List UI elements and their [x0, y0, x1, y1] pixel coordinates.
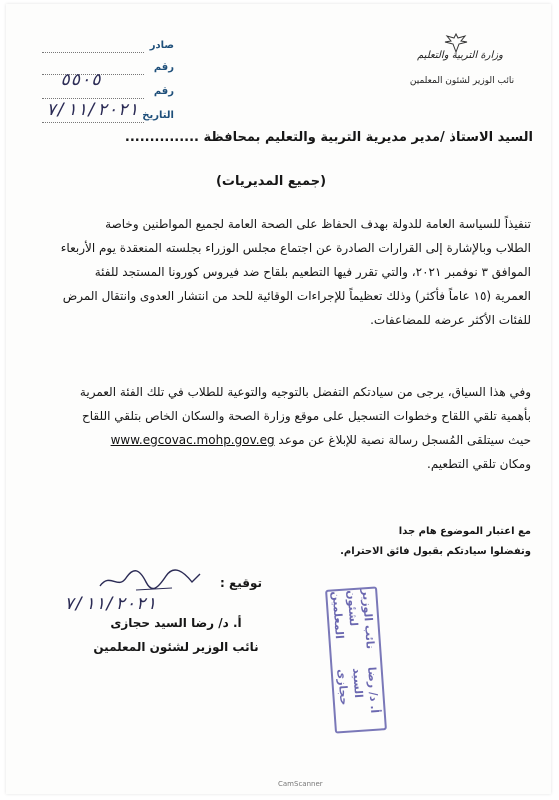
stamp-line: أ. د/ رضا السيد حجازى — [335, 666, 382, 714]
ref-number-handwritten: ٥٥٠٥ — [60, 70, 101, 90]
reference-box — [40, 30, 178, 126]
body-paragraph-1 — [26, 212, 531, 332]
all-directorates-label: (جميع المديريات) — [215, 174, 327, 189]
body-paragraph-2 — [26, 380, 531, 476]
paragraph-2-line — [26, 428, 531, 452]
scanner-footer: CamScanner — [278, 780, 323, 788]
paragraph-1-line: الموافق ٣ نوفمبر ٢٠٢١، والتي تقرر فيها التطعيم بلقاح ضد فيروس كورونا المستجد للفئة — [94, 265, 531, 279]
ref-label-number-2: رقم — [153, 86, 174, 97]
paragraph-2-line-text: حيث سيتلقى المُسجل رسالة نصية للإبلاغ عن موعد — [278, 433, 531, 447]
signature-label: توقيع : — [220, 576, 262, 590]
signatory-name: أ. د/ رضا السيد حجازى — [110, 616, 242, 630]
website-link[interactable]: www.egcovac.mohp.gov.eg — [110, 433, 275, 447]
paragraph-2-line: ومكان تلقي التطعيم. — [427, 457, 531, 471]
handwritten-signature-icon — [96, 564, 206, 596]
signature-date-handwritten: ٧/١١/٢٠٢١ — [64, 594, 157, 614]
ref-label-number-1: رقم — [153, 62, 174, 73]
paragraph-1-line: للفئات الأكثر عرضه للمضاعفات. — [370, 313, 531, 327]
paragraph-2-line: وفي هذا السياق، يرجى من سيادتكم التفضل بالتوجيه والتوعية للطلاب في تلك الفئة العمرية — [79, 385, 531, 399]
paragraph-1-line: الطلاب وبالإشارة إلى القرارات الصادرة عن اجتماع مجلس الوزراء بجلسته المنعقدة يوم الأربعاء — [60, 241, 531, 255]
ref-label-issued: صادر — [149, 40, 174, 51]
signatory-title: نائب الوزير لشئون المعلمين — [93, 640, 259, 654]
paragraph-1-line: تنفيذاً للسياسة العامة للدولة بهدف الحفاظ على الصحة العامة لجميع المواطنين وخاصة — [105, 217, 531, 231]
official-stamp — [325, 586, 387, 733]
closing-respect: وتفضلوا سيادتكم بقبول فائق الاحترام. — [340, 546, 531, 557]
addressee-line: السيد الاستاذ /مدير مديرية التربية والتعليم بمحافظة ............... — [124, 130, 533, 145]
ref-label-date: التاريخ — [142, 110, 174, 121]
ref-date-handwritten: ٧/١١/٢٠٢١ — [46, 100, 139, 120]
ministry-name: وزارة التربية والتعليم — [417, 50, 503, 61]
paragraph-1-line: العمرية (١٥ عاماً فأكثر) وذلك تعظيماً للإجراءات الوقائية للحد من انتشار العدوى وانتقال المرض — [62, 289, 531, 303]
ministry-subtitle: نائب الوزير لشئون المعلمين — [409, 76, 515, 86]
closing-important: مع اعتبار الموضوع هام جدا — [398, 526, 531, 537]
paragraph-2-line: بأهمية تلقي اللقاح وخطوات التسجيل على موقع وزارة الصحة والسكان الخاص بتلقي اللقاح — [82, 409, 531, 423]
stamp-line: نائب الوزير لشئون المعلمين — [329, 588, 377, 650]
letter-page — [6, 4, 551, 794]
